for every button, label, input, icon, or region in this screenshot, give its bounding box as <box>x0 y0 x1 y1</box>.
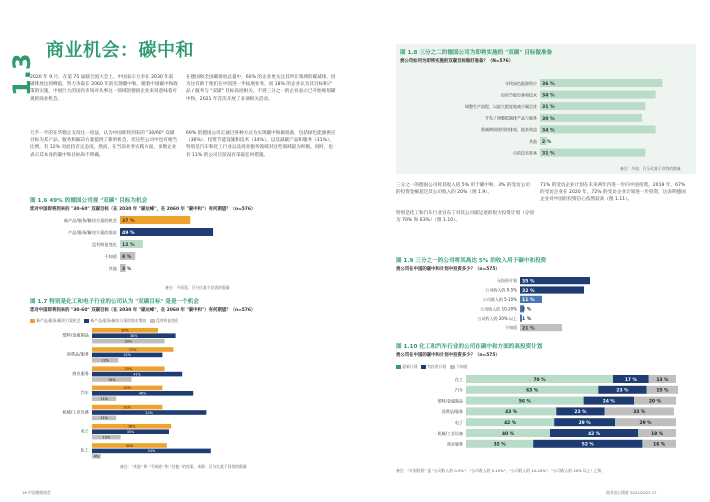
fig16-chart <box>30 214 330 286</box>
category-label: 不知道 <box>505 325 517 331</box>
bar-value-label: 2 % <box>522 307 532 313</box>
category-label: 商业服务 <box>72 370 89 376</box>
bar-value-label: 35 % <box>522 279 535 285</box>
category-label: 没有明显变化 <box>91 242 117 247</box>
fig17-legend <box>30 318 179 324</box>
bar-value-label: 31 % <box>542 151 555 157</box>
bar-value-label: 32 % <box>493 442 506 448</box>
fig110-note: 备注："计划投资" 是 "公司收入的 0-5%"、"公司收入的 5-10%"、"公司收入的 10-20%"、"公司收入的 20% 以上" 之和。 <box>396 468 605 473</box>
fig110-subtitle: 贵公司在中国的碳中和计划中投资多少？（n=575） <box>396 353 500 358</box>
fig17-subtitle: 您对中国即将到来的 "30-60" 双碳目标（在 2030 年 "碳达峰"，在 2060 年 "碳中和"）有何期望？（n=576） <box>30 308 256 313</box>
bar-value-label: 8 % <box>122 255 132 260</box>
bar-value-label: 33% <box>124 339 133 344</box>
bar-value-label: 32 % <box>522 288 535 294</box>
legend-label: 没有明显变化 <box>155 318 179 323</box>
section-number-text: 1.3 <box>8 53 36 96</box>
bar-value-label: 40 % <box>501 431 515 437</box>
category-label: 塑料/金属制品 <box>62 332 89 338</box>
bar-value-label: 35% <box>126 430 135 434</box>
legend-swatch <box>84 319 89 323</box>
body-paragraph: 69% 的德国公司正通过各种方式为实现碳中和做准备，包括绿色能源供应（36%）、投资节能设施和技术（34%）、以及减碳产品和服务（31%）。特别是汽车和化工行业以及商业服务领域对这些领域最为积极。同时，也有 11% 的公司目前没有采取任何措施。 <box>186 131 336 158</box>
bar-value-label: 12 % <box>122 243 135 248</box>
bar-value-label: 18% <box>108 377 116 382</box>
bar <box>540 114 642 122</box>
bar-value-label: 41% <box>133 372 141 377</box>
bar-value-label: 18 % <box>651 431 664 437</box>
legend-swatch <box>150 319 155 323</box>
bar-value-label: 12% <box>101 358 109 363</box>
category-label: 不知道 <box>104 254 117 259</box>
category-label: 汽车 <box>80 390 89 396</box>
fig110-title: 图 1.10 化工和汽车行业的公司在碳中和方面的高投资计划 <box>396 344 543 350</box>
bar-value-label: 43 % <box>505 410 518 416</box>
bar-value-label: 11% <box>100 397 108 401</box>
bar-value-label: 29 % <box>578 421 591 426</box>
fig110-chart <box>396 374 696 454</box>
legend-label: 最新计划 <box>402 364 418 369</box>
category-label: 塑料/金属制品 <box>437 398 463 404</box>
bar-value-label: 4% <box>93 454 100 459</box>
category-label: 机械/工业设备 <box>62 409 89 415</box>
bar-value-label: 32% <box>123 386 131 391</box>
category-label: 商业服务 <box>447 441 463 447</box>
bar-value-label: 11 % <box>522 298 535 304</box>
category-label: 削减期间使用的排放，提高效益 <box>481 127 537 133</box>
bar-value-label: 70 % <box>533 377 546 383</box>
bar-value-label: 54% <box>147 449 156 454</box>
fig18-note: 备注：多选；百分比基于回答的数量 <box>620 166 681 171</box>
bar-value-label: 34% <box>125 443 134 448</box>
fig19-title: 图 1.9 三分之一的公司将其高达 5% 的收入用于碳中和投资 <box>396 258 547 264</box>
bar-value-label: 63 % <box>526 388 539 394</box>
fig19-subtitle: 贵公司在中国的碳中和计划中投资多少？（n=575） <box>396 267 500 272</box>
category-label: 投资节能设备和技术 <box>501 92 537 98</box>
bar-value-label: 32% <box>123 405 131 410</box>
body-paragraph: 71% 的受访企业计划在未来两年内进一步向中国投资。2019 年，67% 的受访企业在 2020 年，72% 的受访企业计划进一步投资，这表明德国企业对中国的投资信心依然较高（图 1.11）。 <box>540 183 686 203</box>
bar-value-label: 37 % <box>122 219 135 224</box>
bar-value-label: 15 % <box>656 388 669 394</box>
fig17-title: 图 1.7 特别是化工和电子行业的公司认为 "双碳目标" 是是一个机会 <box>30 299 199 305</box>
bar-value-label: 37% <box>128 347 137 352</box>
bar-value-label: 52 % <box>581 442 594 448</box>
fig17-chart <box>30 326 340 464</box>
category-label: 公司收入的 20% 以上 <box>477 315 517 321</box>
bar-value-label: 32% <box>123 353 131 358</box>
body-paragraph: 三分之一的德国公司将其收入的 5% 用于碳中和，3% 的受访公司的投资金额超过其公司收入的 20%（图 1.9）。 <box>396 183 530 196</box>
category-label: 开发 / 调整低碳排产品与服务 <box>485 115 537 121</box>
bar <box>540 102 645 110</box>
category-label: 汽车 <box>455 387 463 393</box>
bar-value-label: 13% <box>102 435 111 440</box>
body-paragraph: 特别是化工和汽车行业宣布了对其公司碳足迹的很大投资计划（分别为 70% 和 63%）（图 1.10）。 <box>396 211 534 224</box>
bar-value-label: 11% <box>100 416 108 421</box>
legend-label: 新产品/服务/解决方案机会 <box>36 318 81 323</box>
body-paragraph: 2020 年 9 月，在第 75 届联合国大会上，中国表示力争在 2030 年前碳排放达到峰值，努力争取在 2060 年前实现碳中和。随着中国碳中和政策的实施，中国巨大的国内市场对从事这一领域的德国企业来说意味着可观的商业机会。 <box>30 75 178 102</box>
fig16-subtitle: 您对中国即将到来的 "30-60" 双碳目标（在 2030 年 "碳达峰"，在 2060 年 "碳中和"）有何期望？（n=576） <box>30 207 256 212</box>
bar-value-label: 36 % <box>542 82 555 87</box>
bar-value-label: 20 % <box>648 399 662 405</box>
bar-value-label: 42 % <box>504 421 517 426</box>
bar-value-label: 42 % <box>588 431 601 437</box>
bar-value-label: 23 % <box>616 388 629 394</box>
bar-value-label: 33% <box>124 367 133 371</box>
fig16-title: 图 1.6 49% 的德国公司视 "双碳" 目标为机会 <box>30 198 148 204</box>
bar-value-label: 24 % <box>602 399 615 405</box>
body-paragraph: 几乎一半的在华德企支持这一说法，认为中国即将到来的 "30/60" 双碳目标为其产品、服务和解决方案提供了新的机会，但这些公司中也有相当比例，有 12% 对此持否定态度。然而，在当前业务实践方面，多数企业表示其本身的碳中和目标尚不明确。 <box>30 131 178 158</box>
legend-label: 不知道 <box>456 364 468 369</box>
category-label: 调整生产流程，以最大限度地减少碳足迹 <box>465 104 537 109</box>
bar <box>540 79 662 87</box>
category-label: 电子 <box>80 428 89 434</box>
bar-value-label: 52% <box>145 410 153 415</box>
fig18-title: 图 1.8 三分之二的德国公司为即将实施的 "双碳" 目标做准备 <box>400 50 553 56</box>
category-label: 新产品/服务/解决方案的机会 <box>63 218 117 223</box>
bar-value-label: 30% <box>121 328 129 333</box>
category-label: 消费品/服务 <box>66 351 89 357</box>
fig17-note: 备注："其他" 和 "不知道" 和 "其他" 的答案；来源：百分比基于回答的数量 <box>120 464 247 469</box>
category-label: 机械/工业设备 <box>437 430 463 436</box>
category-label: 公司收入的 5-10% <box>482 297 517 302</box>
category-label: 其他 <box>529 138 537 144</box>
bar-value-label: 23 % <box>574 410 587 416</box>
fig19-chart <box>396 276 696 336</box>
legend-swatch <box>450 365 455 369</box>
bar <box>540 91 656 99</box>
bar-value-label: 33 % <box>633 410 646 416</box>
bar <box>540 125 656 133</box>
bar-value-label: 13 % <box>656 377 669 383</box>
bar-value-label: 56 % <box>518 399 531 405</box>
footer-left: 16 中国德商商会 <box>22 490 51 495</box>
bar-value-label: 38% <box>130 334 138 338</box>
category-label: 化工 <box>455 376 463 382</box>
bar-value-label: 16 % <box>653 442 666 448</box>
category-label: 目前没有准备 <box>513 150 537 156</box>
category-label: 公司收入的 10-20% <box>480 306 517 312</box>
category-label: 无投资计划 <box>497 278 517 284</box>
bar-value-label: 34 % <box>542 93 555 99</box>
fig18-chart <box>400 78 696 162</box>
fig18-subtitle: 贵公司如何为即将实施的双碳目标做好准备？（N=576） <box>400 59 514 64</box>
bar-value-label: 3 % <box>122 267 132 272</box>
footer-right: 商业信心调查 2021/2022 17 <box>606 490 657 495</box>
legend-label: 有投资计划 <box>427 364 447 369</box>
bar-value-label: 49 % <box>122 231 135 236</box>
bar-value-label: 36% <box>127 424 136 429</box>
bar <box>540 149 645 157</box>
fig110-legend <box>396 364 467 370</box>
category-label: 其他 <box>108 266 117 271</box>
bar-value-label: 21 % <box>522 326 535 332</box>
bar-value-label: 30 % <box>542 116 555 122</box>
body-paragraph: 在德国和全国碳排放总量中，60% 的企业更关注其所在领域的碳减排，因为这有助于他们在中国进一步拓展业务，而 18% 的企业认为其目标和产品 / 服务与 "双碳" 目标高度相关。不到三分之一的企业表示已开始规划碳中和，2021 年首次开展了多项相关活动。 <box>186 75 336 102</box>
category-label: 公司收入的 0-5% <box>485 287 517 293</box>
page-title: 商业机会：碳中和 <box>46 40 194 61</box>
fig16-note: 备注：不同意；百分比基于回答的数量 <box>165 285 230 290</box>
bar-value-label: 31 % <box>542 105 555 111</box>
bar-value-label: 46% <box>138 391 147 396</box>
category-label: 消费品/服务 <box>441 409 463 415</box>
bar-value-label: 1 % <box>522 317 532 322</box>
legend-label: 新产品/服务/解决方案的需求增加 <box>90 318 147 323</box>
category-label: 电子 <box>455 420 463 425</box>
bar-value-label: 17 % <box>624 377 637 383</box>
category-label: 化工 <box>80 447 89 453</box>
category-label: 产品/服务/解决方案的需求 <box>68 230 117 235</box>
bar-value-label: 2 % <box>542 140 552 145</box>
bar-value-label: 34 % <box>542 128 555 134</box>
category-label: 寻找绿色能源供应 <box>505 80 537 86</box>
bar-value-label: 29 % <box>639 421 652 426</box>
legend-swatch <box>421 365 426 369</box>
legend-swatch <box>396 365 401 369</box>
legend-swatch <box>30 319 35 323</box>
